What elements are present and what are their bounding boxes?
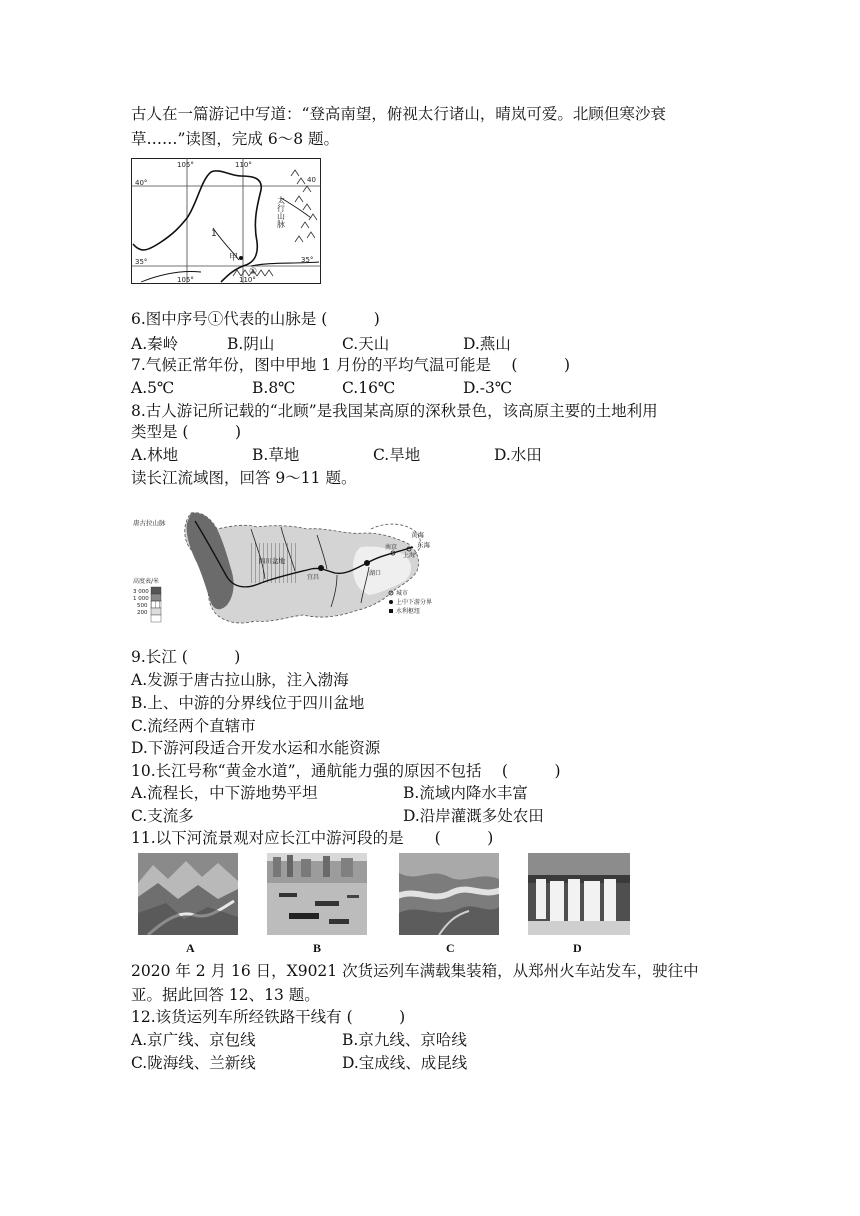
- photo-c-aerial-river: [399, 853, 499, 935]
- map1-lon-105-top: 105°: [177, 161, 194, 169]
- q6-option-b: B.阴山: [227, 335, 275, 353]
- map1-label-circle1: ①: [249, 267, 258, 277]
- map2-sichuan-label: 四川盆地: [259, 557, 285, 565]
- q7-option-a: A.5℃: [131, 379, 175, 397]
- q8-option-d: D.水田: [494, 446, 542, 464]
- photo-label-d: D: [573, 941, 582, 955]
- intro-train-line-2: 亚。据此回答 12、13 题。: [131, 986, 320, 1004]
- intro-train-line-1: 2020 年 2 月 16 日，X9021 次货运列车满载集装箱，从郑州火车站发车，驶往中: [131, 962, 699, 980]
- q8-stem-line-2: 类型是 ( ): [131, 423, 242, 441]
- q7-option-b: B.8℃: [252, 379, 296, 397]
- map1-lon-110-top: 110°: [235, 161, 252, 169]
- q12-option-b: B.京九线、京哈线: [342, 1031, 467, 1049]
- q9-option-c: C.流经两个直辖市: [131, 717, 256, 735]
- map2-elev-tick-200: 200: [137, 610, 148, 616]
- map2-elevation-title: 高度表/米: [133, 578, 160, 585]
- q7-option-d: D.-3℃: [463, 379, 513, 397]
- q10-stem: 10.长江号称“黄金水道”，通航能力强的原因不包括 ( ): [131, 762, 561, 780]
- q9-option-d: D.下游河段适合开发水运和水能资源: [131, 739, 381, 757]
- map1-lat-40-left: 40°: [135, 179, 148, 187]
- q8-option-a: A.林地: [131, 446, 179, 464]
- q6-option-d: D.燕山: [463, 335, 511, 353]
- photo-b-harbor: [267, 853, 367, 935]
- map1-lon-110-bottom: 110°: [239, 276, 256, 284]
- q10-option-b: B.流域内降水丰富: [403, 784, 528, 802]
- map1-lon-105-bottom: 105°: [177, 276, 194, 284]
- map2-legend-boundary: 上中下游分界: [396, 599, 433, 606]
- map2-legend-city: 城市: [396, 590, 409, 597]
- map2-legend-dam: 水利枢纽: [396, 608, 421, 615]
- map2-shanghai-label: 上海: [403, 552, 416, 559]
- q9-option-a: A.发源于唐古拉山脉，注入渤海: [131, 671, 349, 689]
- photo-label-b: B: [313, 941, 322, 955]
- q6-option-a: A.秦岭: [131, 335, 179, 353]
- photo-label-c: C: [446, 941, 455, 955]
- q6-option-c: C.天山: [342, 335, 390, 353]
- q11-stem: 11.以下河流景观对应长江中游河段的是 ( ): [131, 829, 494, 847]
- q8-option-c: C.旱地: [373, 446, 421, 464]
- map2-elev-tick-1000: 1 000: [133, 596, 149, 602]
- q10-option-d: D.沿岸灌溉多处农田: [403, 807, 544, 825]
- map1-lat-35-right: 35°: [301, 256, 314, 264]
- q10-option-a: A.流程长，中下游地势平坦: [131, 784, 318, 802]
- q12-option-a: A.京广线、京包线: [131, 1031, 256, 1049]
- q12-option-c: C.陇海线、兰新线: [131, 1054, 256, 1072]
- map2-hukou-label: 湖口: [369, 570, 382, 577]
- map1-mountain-label: 太行山脉: [276, 196, 286, 228]
- map2-source-label: 唐古拉山脉: [133, 519, 166, 527]
- map2-huanghai-label: 黄海: [411, 531, 424, 539]
- intro-yangtze: 读长江流域图，回答 9～11 题。: [131, 469, 357, 487]
- map2-elev-tick-500: 500: [137, 603, 148, 609]
- map1-lat-40-right: 40: [307, 176, 316, 184]
- q12-option-d: D.宝成线、成昆线: [342, 1054, 468, 1072]
- map1-label-1: 1: [211, 229, 217, 239]
- map2-donghai-label: 东海: [417, 541, 430, 549]
- map2-yichang-label: 宜昌: [307, 574, 320, 581]
- map-loess-plateau: [131, 158, 321, 284]
- intro-line-1: 古人在一篇游记中写道：“登高南望，俯视太行诸山，晴岚可爱。北顾但寒沙衰: [131, 105, 666, 123]
- map2-nanjing-label: 南京: [385, 544, 398, 551]
- photo-d-waterfall: [528, 853, 630, 935]
- q8-option-b: B.草地: [252, 446, 300, 464]
- q7-option-c: C.16℃: [342, 379, 396, 397]
- map1-label-jia: 甲: [229, 253, 239, 263]
- map-yangtze-basin: [131, 507, 451, 633]
- intro-line-2: 草……”读图，完成 6～8 题。: [131, 130, 340, 148]
- q6-stem: 6.图中序号①代表的山脉是 ( ): [131, 310, 380, 328]
- photo-a-gorge: [138, 853, 238, 935]
- q7-stem: 7.气候正常年份，图中甲地 1 月份的平均气温可能是 ( ): [131, 356, 571, 374]
- q9-stem: 9.长江 ( ): [131, 648, 241, 666]
- map2-elev-tick-3000: 3 000: [133, 589, 149, 595]
- q10-option-c: C.支流多: [131, 807, 194, 825]
- q9-option-b: B.上、中游的分界线位于四川盆地: [131, 694, 365, 712]
- q12-stem: 12.该货运列车所经铁路干线有 ( ): [131, 1008, 406, 1026]
- q8-stem-line-1: 8.古人游记所记载的“北顾”是我国某高原的深秋景色，该高原主要的土地利用: [131, 402, 658, 420]
- map1-lat-35-left: 35°: [135, 258, 148, 266]
- photo-label-a: A: [186, 941, 195, 955]
